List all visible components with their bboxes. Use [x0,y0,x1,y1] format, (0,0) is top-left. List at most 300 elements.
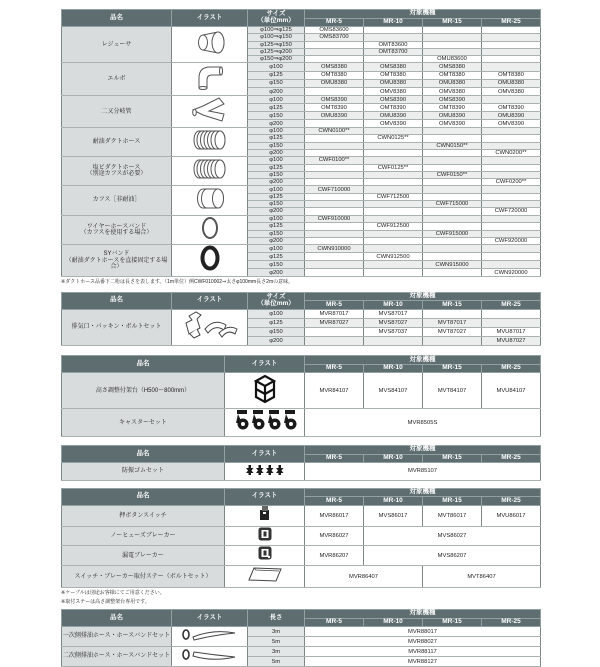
part-number-cell [305,223,364,230]
stand-caster-table [61,355,541,437]
part-number-cell [423,245,482,253]
size-cell: φ125 [248,104,305,112]
part-number-cell: MVS87037 [364,328,423,337]
part-number-cell [364,230,423,237]
product-illustration-cell [172,157,248,186]
part-number-cell [305,142,364,149]
branch-icon [191,96,229,122]
part-number-cell: OMV8380 [423,88,482,96]
part-number-cell [364,149,423,156]
product-name: カフス［非耐油］ [62,186,172,215]
part-number-cell [482,27,541,34]
part-number-cell [364,237,423,244]
part-number-cell: MVT86407 [423,566,541,588]
footnote: ※ダクトホース品番下二桁は長さを表します。（1m単位）例CWF010002⇒太さφ100mm長さ2mの意味。 [61,279,294,286]
product-name: 塩ビダクトホース （別途カフスが必要） [62,157,172,186]
size-cell: φ125 [248,135,305,142]
size-cell: φ200 [248,120,305,128]
part-number-cell: MVS87027 [364,318,423,327]
column-header-model-mr-5: MR-5 [305,618,364,627]
part-number-cell: MVU84107 [482,373,541,409]
size-cell: φ100⇒φ125 [248,27,305,34]
size-cell: φ100 [248,186,305,193]
part-number-cell [423,215,482,222]
sy-band-icon [198,245,222,271]
part-number-cell: OMV8390 [482,120,541,128]
table-row [62,647,541,657]
table-row [62,215,541,222]
part-number-cell: OMU8390 [423,112,482,120]
part-number-cell: CWF912500 [364,223,423,230]
product-name: 排気口・パッキン・ボルトセット [62,309,172,346]
part-number-cell: OMU8380 [482,79,541,87]
part-number-cell [305,337,364,346]
part-number-cell: CWF0125** [364,164,423,171]
part-number-cell [482,171,541,178]
part-number-cell: OMS83700 [305,34,364,41]
drain-hose-table [61,609,541,667]
part-number-cell: OMT83700 [364,48,423,55]
table-gap [61,346,540,355]
product-illustration-cell [225,373,305,409]
part-number-cell: MVS86207 [364,546,541,566]
part-number-cell [305,171,364,178]
part-number-cell: OMT8380 [364,71,423,79]
catalog-tables-container [61,9,540,667]
no-fuse-breaker-icon [258,527,272,541]
column-header-illustration: イラスト [172,610,248,627]
part-number-cell: MVU87027 [482,337,541,346]
size-cell: 5m [248,637,305,647]
switch-breaker-table [61,488,541,588]
product-illustration-cell [225,546,305,566]
part-number-cell [364,34,423,41]
column-header-target-models: 対象機種 [305,356,541,365]
column-header-illustration: イラスト [172,292,248,309]
part-number-cell [305,120,364,128]
part-number-cell: OMV8380 [364,88,423,96]
part-number-cell [423,223,482,230]
part-number-cell: CWF915000 [423,230,482,237]
part-number-cell: MVR86407 [305,566,423,588]
part-number-cell [305,164,364,171]
column-header-name: 品名 [62,488,225,505]
part-number-cell: MVR8505S [305,409,541,437]
column-header-model-mr-5: MR-5 [305,18,364,27]
table-gap [61,437,540,445]
part-number-cell [423,149,482,156]
leakage-breaker-icon [258,546,272,560]
part-number-cell [423,253,482,261]
part-number-cell [482,48,541,55]
size-cell: φ150 [248,142,305,149]
table-row [62,128,541,135]
column-header-model-mr-15: MR-15 [423,364,482,373]
part-number-cell [423,193,482,200]
column-header-name: 品名 [62,446,225,463]
size-cell: φ100⇒φ150 [248,34,305,41]
footnote: ※ケーブルは別途お客様にてご用意ください。 [61,590,165,597]
product-illustration-cell [172,27,248,63]
part-number-cell: MVR88027 [305,637,541,647]
product-name: レジューサ [62,27,172,63]
part-number-cell: OMU8380 [305,79,364,87]
part-number-cell [364,179,423,186]
part-number-cell [482,63,541,71]
part-number-cell [364,142,423,149]
part-number-cell: MVR87027 [305,318,364,327]
column-header-model-mr-25: MR-25 [482,618,541,627]
product-illustration-cell [172,96,248,128]
part-number-cell: MVR85107 [305,463,541,481]
part-number-cell [305,41,364,48]
part-number-cell [364,245,423,253]
column-header-model-mr-10: MR-10 [364,301,423,310]
table-row [62,309,541,318]
size-cell: φ150 [248,261,305,269]
part-number-cell: CWF0100** [305,157,364,164]
part-number-cell [423,337,482,346]
part-number-cell [364,269,423,277]
product-name: スイッチ・ブレーカー取付ステー（ボルトセット） [62,566,225,588]
part-number-cell: CWF920000 [482,237,541,244]
column-header-target-models: 対象機種 [305,610,541,619]
size-cell: φ100 [248,128,305,135]
part-number-cell: MVR86207 [305,546,364,566]
exhaust-packing-table [61,292,541,347]
table-row [62,546,541,566]
product-name: 押ボタンスイッチ [62,505,225,526]
column-header-model-mr-15: MR-15 [423,301,482,310]
column-header-illustration: イラスト [225,446,305,463]
product-illustration-cell [172,309,248,346]
table-header [62,292,541,309]
column-header-model-mr-15: MR-15 [423,454,482,463]
part-number-cell [305,253,364,261]
size-cell: 3m [248,627,305,637]
part-number-cell: CWN912500 [364,253,423,261]
size-cell: φ200 [248,179,305,186]
size-cell: φ200 [248,149,305,156]
part-number-cell [423,41,482,48]
part-number-cell [305,328,364,337]
product-name: ノーヒューズブレーカー [62,526,225,546]
size-cell: φ150 [248,201,305,208]
elbow-icon [194,63,226,90]
part-number-cell [423,157,482,164]
part-number-cell: CWF0200** [482,179,541,186]
table-body [62,627,541,667]
part-number-cell [482,253,541,261]
column-header-illustration: イラスト [172,10,248,27]
product-name: 防振ゴムセット [62,463,225,481]
size-cell: φ150⇒φ200 [248,56,305,63]
column-header-size: サイズ （単位mm） [248,292,305,309]
part-number-cell: OMU8390 [305,112,364,120]
product-illustration-cell [225,463,305,481]
table-header [62,10,541,27]
pvc-duct-hose-icon [192,158,228,180]
part-number-cell [364,157,423,164]
part-number-cell [305,201,364,208]
column-header-model-mr-5: MR-5 [305,454,364,463]
part-number-cell [305,88,364,96]
part-number-cell: MVR84107 [305,373,364,409]
product-name: エルボ [62,63,172,96]
part-number-cell [305,193,364,200]
column-header-model-mr-5: MR-5 [305,364,364,373]
column-header-model-mr-15: MR-15 [423,618,482,627]
part-number-cell [423,48,482,55]
column-header-name: 品名 [62,10,172,27]
part-number-cell [305,269,364,277]
size-cell: φ200 [248,88,305,96]
wire-hose-band-icon [199,216,221,240]
table-row [62,526,541,546]
part-number-cell: OMS8390 [305,96,364,104]
size-cell: φ150 [248,171,305,178]
part-number-cell: MVS86017 [364,505,423,526]
vibration-rubber-table [61,445,541,481]
part-number-cell [364,337,423,346]
column-header-model-mr-25: MR-25 [482,497,541,506]
size-cell: φ100 [248,245,305,253]
part-number-cell: MVU86017 [482,505,541,526]
part-number-cell [305,230,364,237]
size-cell: φ100 [248,63,305,71]
column-header-illustration: イラスト [225,356,305,373]
part-number-cell: MVS84107 [364,373,423,409]
part-number-cell [364,171,423,178]
size-cell: φ125 [248,253,305,261]
size-cell: φ125⇒φ200 [248,48,305,55]
part-number-cell: OMS8380 [423,63,482,71]
part-number-cell: CWN920000 [482,269,541,277]
column-header-size: サイズ （単位mm） [248,10,305,27]
part-number-cell: CWF710000 [305,186,364,193]
part-number-cell [305,179,364,186]
column-header-model-mr-15: MR-15 [423,18,482,27]
column-header-name: 品名 [62,610,172,627]
product-name: 高さ調整付架台（H500～800mm） [62,373,225,409]
part-number-cell [364,201,423,208]
part-number-cell: OMT8390 [423,104,482,112]
part-number-cell: OMT8390 [305,104,364,112]
product-name: 漏電ブレーカー [62,546,225,566]
part-number-cell: MVS87017 [364,309,423,318]
column-header-model-mr-25: MR-25 [482,364,541,373]
part-number-cell [305,56,364,63]
part-number-cell [482,142,541,149]
part-number-cell [482,318,541,327]
part-number-cell: OMU8380 [364,79,423,87]
reducer-icon [190,30,230,55]
part-number-cell [482,261,541,269]
part-number-cell: CWF0150** [423,171,482,178]
part-number-cell: MVS86027 [364,526,541,546]
secondary-drain-hose-set-icon [181,648,239,661]
table-row [62,186,541,193]
part-number-cell [423,269,482,277]
column-header-model-mr-5: MR-5 [305,497,364,506]
product-illustration-cell [172,128,248,157]
size-cell: φ125⇒φ150 [248,41,305,48]
table-body [62,505,541,587]
part-number-cell: OMT8390 [482,104,541,112]
part-number-cell: MVR86027 [305,526,364,546]
part-number-cell: OMV8380 [482,88,541,96]
part-number-cell [423,27,482,34]
part-number-cell: OMS8380 [364,63,423,71]
column-header-length: 長さ [248,610,305,627]
size-cell: φ100 [248,96,305,104]
product-illustration-cell [172,63,248,96]
part-number-cell: CWN0125** [364,135,423,142]
part-number-cell [423,309,482,318]
part-number-cell: CWN910000 [305,245,364,253]
size-cell: φ125 [248,318,305,327]
part-number-cell: CWN915000 [423,261,482,269]
part-number-cell: MVT86017 [423,505,482,526]
part-number-cell [423,179,482,186]
table-row [62,627,541,637]
table-row [62,566,541,588]
part-number-cell: CWN0200** [482,149,541,156]
part-number-cell [305,237,364,244]
part-number-cell: OMT83600 [364,41,423,48]
mounting-stay-icon [247,566,283,582]
table-body [62,309,541,346]
push-button-switch-icon [258,506,271,521]
part-number-cell: CWN0150** [423,142,482,149]
part-number-cell: OMV8390 [364,120,423,128]
table-header [62,356,541,373]
size-cell: φ100 [248,215,305,222]
size-cell: φ125 [248,193,305,200]
table-gap [61,481,540,488]
column-header-model-mr-25: MR-25 [482,18,541,27]
part-number-cell [482,41,541,48]
table-header [62,610,541,627]
column-header-target-models: 対象機種 [305,446,541,455]
size-cell: φ150 [248,79,305,87]
part-number-cell [482,186,541,193]
part-number-cell: OMS8380 [305,63,364,71]
part-number-cell: CWF910000 [305,215,364,222]
table-body [62,463,541,481]
part-number-cell [482,56,541,63]
size-cell: 5m [248,657,305,667]
product-illustration-cell [225,526,305,546]
column-header-model-mr-25: MR-25 [482,454,541,463]
part-number-cell: OMU83600 [423,56,482,63]
size-cell: φ200 [248,337,305,346]
part-number-cell [423,135,482,142]
duct-parts-table [61,9,541,277]
part-number-cell: OMT8380 [423,71,482,79]
part-number-cell [482,245,541,253]
size-cell: φ125 [248,223,305,230]
product-illustration-cell [172,186,248,215]
table-row [62,27,541,34]
product-illustration-cell [225,566,305,588]
product-illustration-cell [172,245,248,277]
product-name: 二次側排油ホース・ホースバンドセット [62,647,172,667]
part-number-cell [423,164,482,171]
part-number-cell [364,186,423,193]
part-number-cell [482,135,541,142]
product-name: 耐油ダクトホース [62,128,172,157]
part-number-cell [364,215,423,222]
column-header-name: 品名 [62,292,172,309]
part-number-cell [423,208,482,215]
part-number-cell [482,193,541,200]
column-header-model-mr-15: MR-15 [423,497,482,506]
part-number-cell: OMT8380 [305,71,364,79]
stand-icon [252,373,278,403]
product-illustration-cell [225,505,305,526]
table-body [62,27,541,277]
exhaust-packing-set-icon [181,310,239,340]
part-number-cell [364,56,423,63]
part-number-cell: MVR88127 [305,657,541,667]
column-header-target-models: 対象機種 [305,292,541,301]
part-number-cell [423,128,482,135]
caster-set-icon [234,409,296,431]
size-cell: φ150 [248,112,305,120]
column-header-model-mr-10: MR-10 [364,497,423,506]
size-cell: φ200 [248,237,305,244]
part-number-cell [482,223,541,230]
product-illustration-cell [172,215,248,245]
column-header-model-mr-10: MR-10 [364,454,423,463]
table-row [62,373,541,409]
cuff-icon [193,187,227,210]
part-number-cell: OMS8390 [364,96,423,104]
part-number-cell: CWN0100** [305,128,364,135]
part-number-cell: MVR87017 [305,309,364,318]
product-illustration-cell [172,627,248,647]
column-header-target-models: 対象機種 [305,10,541,19]
part-number-cell [482,230,541,237]
table-row [62,463,541,481]
size-cell: φ125 [248,164,305,171]
column-header-model-mr-5: MR-5 [305,301,364,310]
column-header-model-mr-10: MR-10 [364,18,423,27]
product-name: 一次側排油ホース・ホースバンドセット [62,627,172,647]
part-number-cell: OMT8390 [364,104,423,112]
table-header [62,488,541,505]
part-number-cell [423,34,482,41]
product-name: SYバンド （耐油ダクトホースを直接固定する場合） [62,245,172,277]
size-cell: φ200 [248,208,305,215]
part-number-cell [482,215,541,222]
product-name: 二又分岐管 [62,96,172,128]
table-row [62,505,541,526]
table-row [62,157,541,164]
column-header-model-mr-10: MR-10 [364,618,423,627]
part-number-cell: MVT87027 [423,328,482,337]
table-header [62,446,541,463]
part-number-cell [364,208,423,215]
size-cell: φ125 [248,71,305,79]
product-name: キャスターセット [62,409,225,437]
part-number-cell: CWF715000 [423,201,482,208]
part-number-cell [482,157,541,164]
part-number-cell [305,48,364,55]
size-cell: φ200 [248,269,305,277]
part-number-cell [482,34,541,41]
